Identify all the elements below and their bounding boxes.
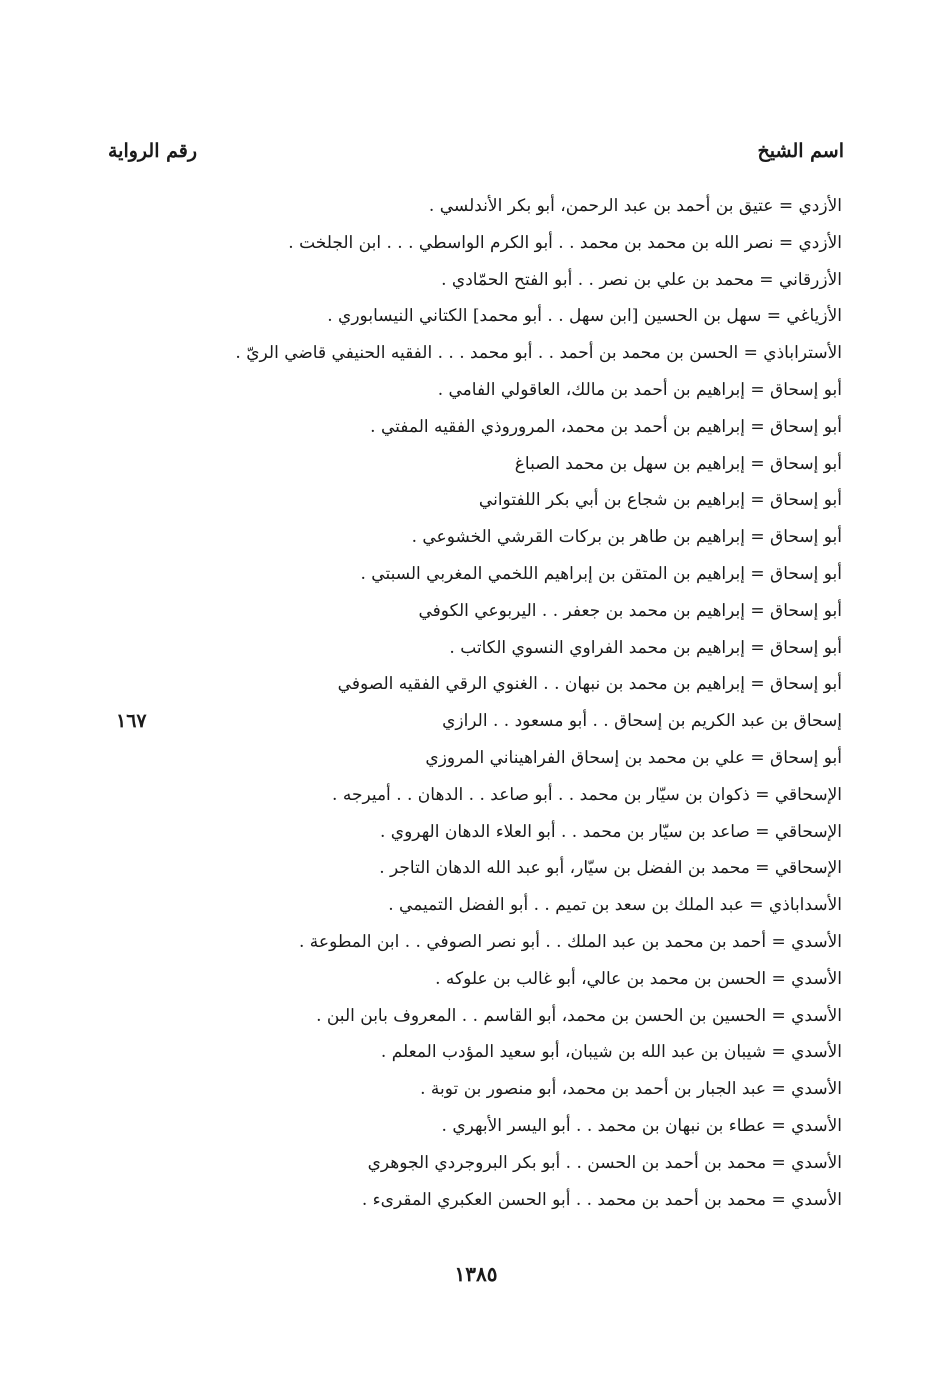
list-item: أبو إسحاق = إبراهيم بن محمد بن جعفر . . اليربوعي الكوفي — [418, 600, 842, 621]
entries-list — [142, 188, 842, 1218]
list-item: الأسدي = الحسين بن الحسن بن محمد، أبو القاسم . . المعروف بابن البن . — [316, 1005, 842, 1026]
list-item: أبو إسحاق = إبراهيم بن شجاع بن أبي بكر اللفتواني — [478, 490, 842, 511]
list-item: الأسدي = شيبان بن عبد الله بن شيبان، أبو سعيد المؤدب المعلم . — [380, 1042, 842, 1063]
list-item: الإسحاقي = ذكوان بن سيّار بن محمد . . أبو صاعد . . الدهان . . أميرجه . — [332, 784, 842, 805]
list-item: الأسدي = أحمد بن محمد بن عبد الملك . . أبو نصر الصوفي . . ابن المطوعة . — [299, 931, 842, 952]
list-item: أبو إسحاق = إبراهيم بن محمد الفراوي النسوي الكاتب . — [449, 637, 842, 658]
list-item: الإسحاقي = صاعد بن سيّار بن محمد . . أبو العلاء الدهان الهروي . — [379, 821, 842, 842]
list-item: أبو إسحاق = علي بن محمد بن إسحاق الفراهيناني المروزي — [425, 747, 842, 768]
list-item: الأزرقاني = محمد بن علي بن نصر . . أبو الفتح الحمّادي . — [441, 269, 842, 290]
list-item: الأزدي = عتيق بن أحمد بن عبد الرحمن، أبو بكر الأندلسي . — [428, 196, 842, 216]
list-item: الأزدي = نصر الله بن محمد بن محمد . . أبو الكرم الواسطي . . . ابن الجلخت . — [288, 232, 842, 253]
list-item: الأسدي = عطاء بن نبهان بن محمد . . أبو اليسر الأبهري . — [441, 1115, 842, 1136]
list-item: أبو إسحاق = إبراهيم بن المتقن بن إبراهيم اللخمي المغربي السبتي . — [360, 563, 842, 584]
list-item: الأسدي = محمد بن أحمد بن الحسن . . أبو بكر البروجردي الجوهري — [367, 1152, 842, 1173]
column-header-narration-number: رقم الرواية — [108, 140, 197, 162]
list-item: أبو إسحاق = إبراهيم بن أحمد بن محمد، المروروذي الفقيه المفتي . — [370, 416, 842, 437]
list-item: أبو إسحاق = إبراهيم بن أحمد بن مالك، العاقولي الفامي . — [437, 379, 842, 400]
page-number: ١٣٨٥ — [454, 1262, 498, 1286]
narration-number: ١٦٧ — [116, 710, 147, 732]
list-item: الإسحاقي = محمد بن الفضل بن سيّار، أبو عبد الله الدهان التاجر . — [379, 858, 842, 879]
list-item: الأزياغي = سهل بن الحسين [ابن سهل . . أبو محمد] الكتاني النيسابوري . — [327, 306, 842, 327]
list-item: الأسداباذي = عبد الملك بن سعد بن تميم . . أبو الفضل التميمي . — [388, 895, 842, 916]
list-item: الأسدي = محمد بن أحمد بن محمد . . أبو الحسن العكبري المقرىء . — [361, 1189, 842, 1210]
list-item: أبو إسحاق = إبراهيم بن محمد بن نبهان . . الغنوي الرقي الفقيه الصوفي — [337, 674, 842, 695]
list-item: الأسدي = الحسن بن محمد بن عالي، أبو غالب بن علوكه . — [435, 968, 842, 989]
list-item: الأستراباذي = الحسن بن محمد بن أحمد . . أبو محمد . . . الفقيه الحنيفي قاضي الريّ . — [235, 343, 842, 364]
list-item: أبو إسحاق = إبراهيم بن طاهر بن بركات القرشي الخشوعي . — [411, 527, 842, 548]
list-item: الأسدي = عبد الجبار بن أحمد بن محمد، أبو منصور بن توبة . — [420, 1079, 842, 1100]
list-item: إسحاق بن عبد الكريم بن إسحاق . . أبو مسعود . . الرازي — [442, 711, 842, 732]
list-item: أبو إسحاق = إبراهيم بن سهل بن محمد الصباغ — [514, 453, 842, 474]
column-header-sheikh-name: اسم الشيخ — [757, 140, 844, 162]
